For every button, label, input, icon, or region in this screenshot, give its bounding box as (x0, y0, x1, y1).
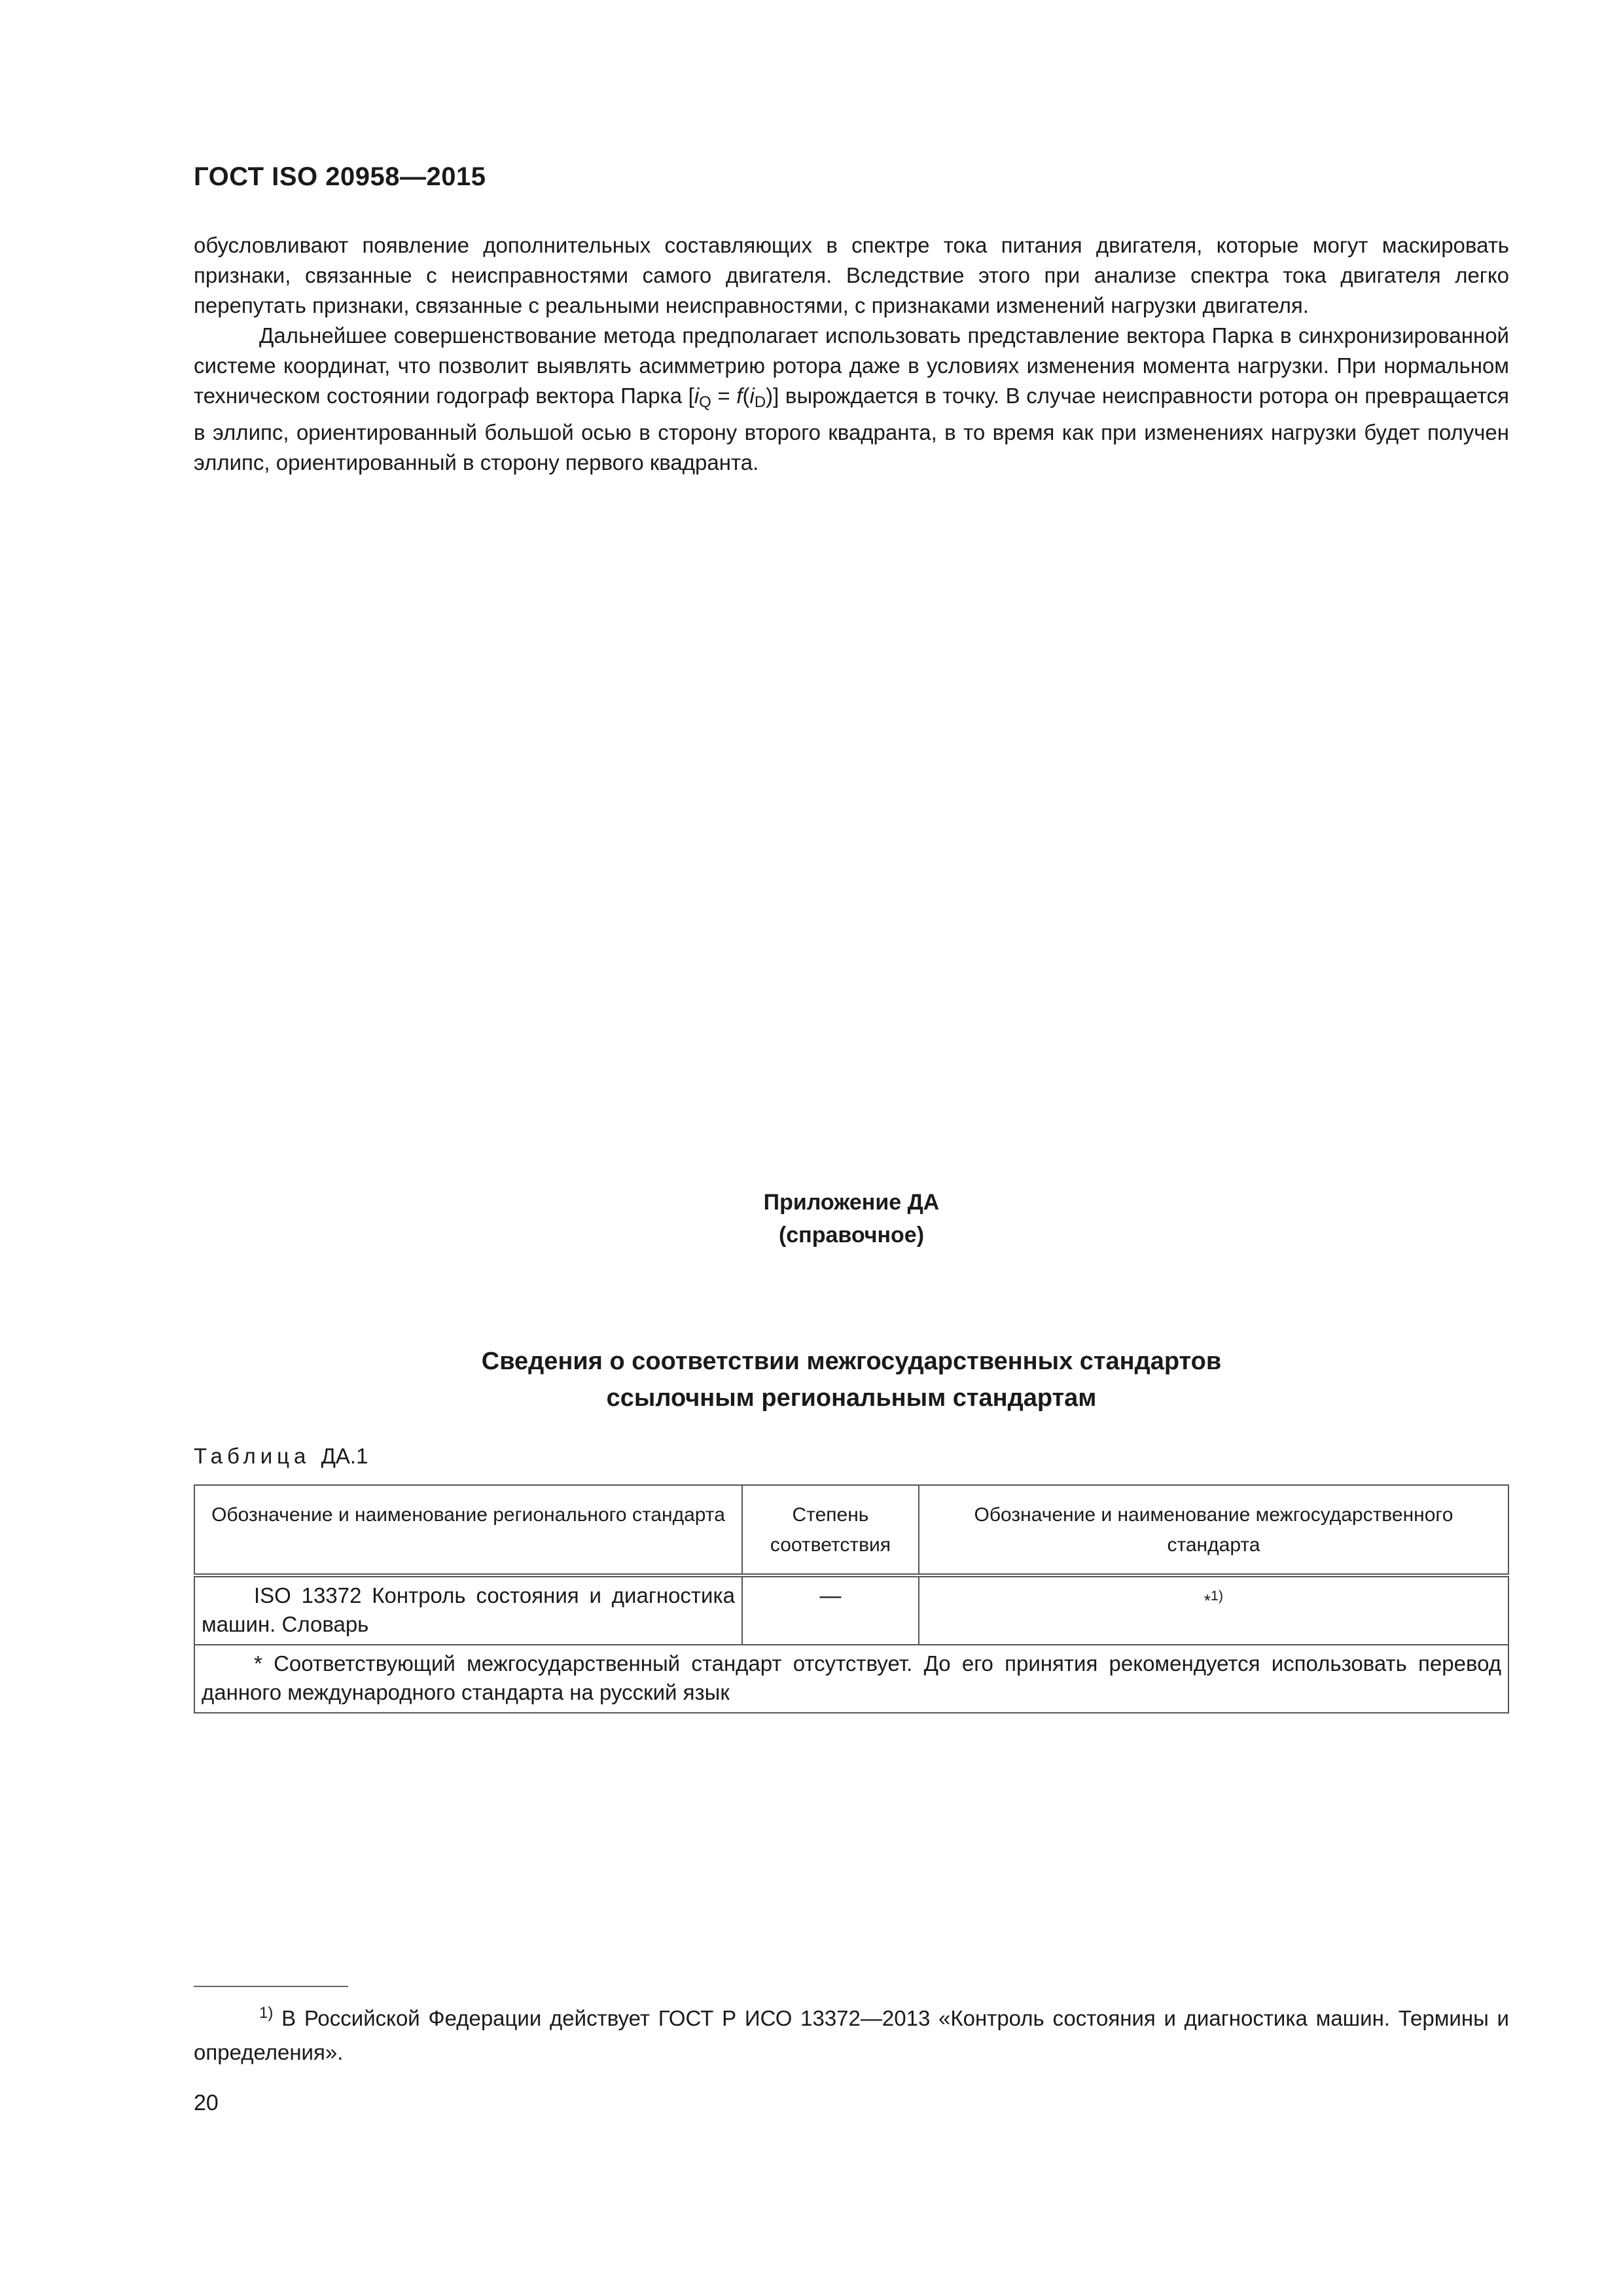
formula-equals: = (711, 384, 737, 408)
page-number: 20 (194, 2090, 219, 2115)
header-regional: Обозначение и наименование регионального стандарта (194, 1485, 742, 1575)
footnote-divider (194, 1986, 348, 1987)
cell-interstate (919, 1575, 1508, 1645)
table-note-row (194, 1645, 1508, 1713)
annex-title (194, 1343, 1509, 1416)
paragraph-1: обусловливают появление дополнительных составляющих в спектре тока питания двигателя, которые могут маскировать признаки, связанные с неисправностями самого двигателя. Вследствие этого при анализе спектра тока двигателя легко перепутать признаки, связанные с реальными неисправностями, с признаками изменений нагрузки двигателя. (194, 233, 1509, 317)
formula-iq: $i_Q$ (694, 384, 711, 411)
paragraph-2-part-2: вырождается в точку. В случае неисправности ротора он превращается в эллипс, ориентированный большой осью в сторону второго квадранта, в то время как при изменениях нагрузки будет получен эллипс, ориентированный в сторону первого квадранта. (194, 384, 1509, 475)
table-note: * Соответствующий межгосударственный стандарт отсутствует. До его принятия рекомендуется использовать перевод данного международного стандарта на русский язык (194, 1645, 1508, 1713)
formula-close: )] (766, 384, 779, 408)
header-interstate: Обозначение и наименование межгосударственного стандарта (919, 1485, 1508, 1575)
table-caption-word: Таблица (194, 1444, 311, 1468)
cell-regional: ISO 13372 Контроль состояния и диагностика машин. Словарь (194, 1575, 742, 1645)
table-caption-number: ДА.1 (321, 1444, 368, 1468)
formula-open: ( (742, 384, 750, 408)
table-caption (194, 1444, 368, 1469)
formula-sub-q: Q (699, 393, 711, 411)
table-header-row (194, 1485, 1508, 1575)
formula-sub-d: D (754, 393, 766, 411)
annex-label: Приложение ДА (763, 1190, 940, 1215)
footnote-text: В Российской Федерации действует ГОСТ Р ИСО 13372—2013 «Контроль состояния и диагностика машин. Термины и определения». (194, 2006, 1509, 2064)
footnote-ref: 1) (1210, 1587, 1224, 1604)
header-degree: Степень соответствия (742, 1485, 919, 1575)
formula-id: $i_D$ (749, 384, 766, 411)
paragraph-2-part-1: Дальнейшее совершенствование метода предполагает использовать представление вектора Парка в синхронизированной системе координат, что позволит выявлять асимметрию ротора даже в условиях изменения момента нагрузки. При нормальном техническом состоянии годограф вектора Парка [ (194, 323, 1509, 408)
annex-heading (194, 1186, 1509, 1251)
annex-title-line-2: ссылочным региональным стандартам (606, 1384, 1097, 1412)
annex-status: (справочное) (778, 1223, 925, 1247)
footnote-marker: 1) (259, 2004, 274, 2022)
footnote (194, 1996, 1509, 2070)
body-text (194, 230, 1509, 478)
correspondence-table (194, 1484, 1509, 1713)
annex-title-line-1: Сведения о соответствии межгосударственных стандартов (481, 1348, 1222, 1375)
formula-f: f (736, 384, 743, 408)
table-row (194, 1575, 1508, 1645)
cell-interstate-star: * (1204, 1590, 1211, 1611)
paragraph-2 (194, 321, 1509, 478)
document-page (194, 0, 1509, 2296)
cell-degree: — (742, 1575, 919, 1645)
document-header: ГОСТ ISO 20958—2015 (194, 162, 486, 191)
